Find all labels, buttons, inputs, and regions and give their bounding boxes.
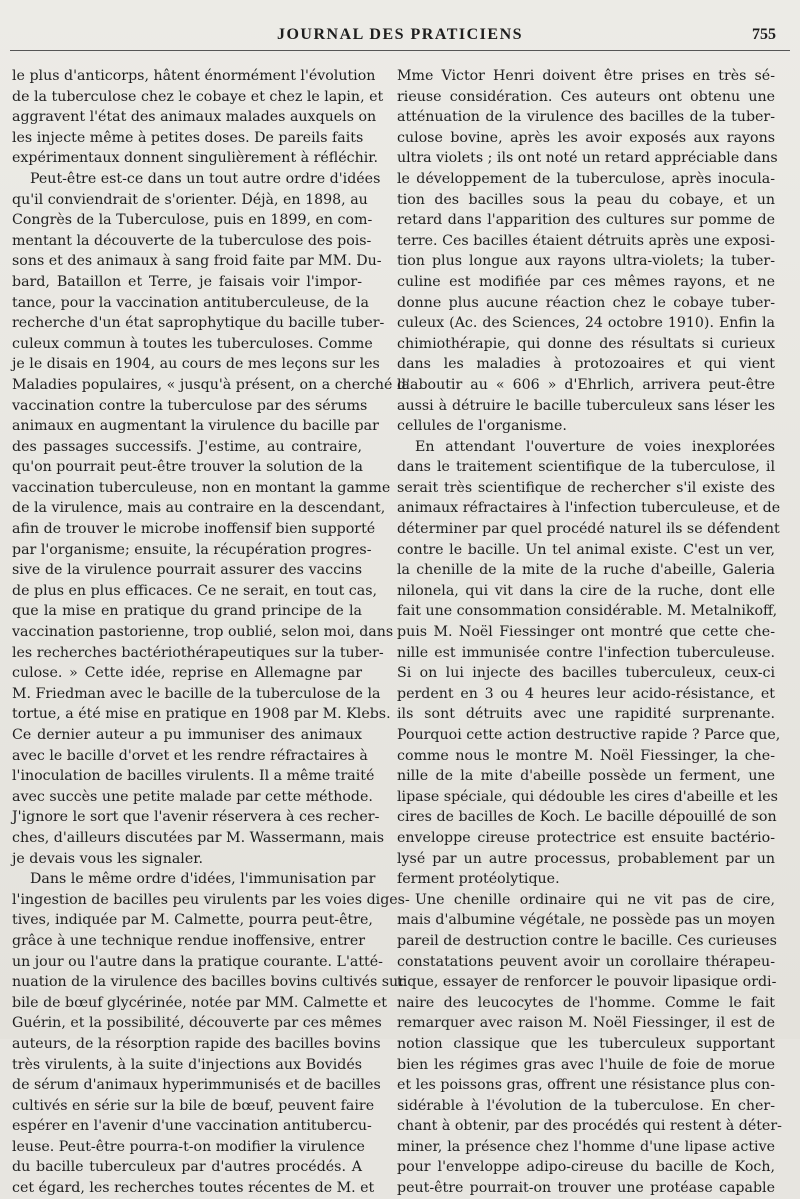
text-line: Une chenille ordinaire qui ne vit pas de cire,: [415, 891, 775, 908]
text-line: nuation de la virulence des bacilles bovins cultivés sur: [12, 974, 405, 991]
text-line: sidérable à l'évolution de la tuberculose. En cher-: [397, 1097, 775, 1114]
text-line: cultivés en série sur la bile de bœuf, peuvent faire: [12, 1097, 375, 1114]
text-line: donne plus aucune réaction chez le cobaye tuber-: [397, 294, 775, 311]
text-line: atténuation de la virulence des bacilles de la tuber-: [397, 109, 775, 126]
text-line: ultra violets ; ils ont noté un retard appréciable dans: [397, 150, 778, 167]
text-line: expérimentaux donnent singulièrement à réfléchir.: [12, 150, 379, 167]
text-line: Pourquoi cette action destructive rapide ? Parce que,: [397, 727, 781, 743]
text-line: culeux (Ac. des Sciences, 24 octobre 1910). Enfin la: [397, 315, 775, 332]
text-line: puis M. Noël Fiessinger ont montré que cette che-: [397, 624, 775, 641]
text-line: de plus en plus efficaces. Ce ne serait, en tout cas,: [12, 582, 377, 599]
text-line: et les poissons gras, offrent une résistance plus con-: [397, 1077, 775, 1094]
text-line: miner, la présence chez l'homme d'une lipase active: [397, 1138, 775, 1155]
text-line: lipase spéciale, qui dédouble les cires d'abeille et les: [397, 788, 778, 805]
text-line: vaccination tuberculeuse, non en montant la gamme: [12, 479, 391, 496]
text-line: grâce à une technique rendue inoffensive, entrer: [12, 932, 366, 949]
text-line: du bacille tuberculeux par d'autres procédés. A: [12, 1159, 362, 1176]
text-line: recherche d'un état saprophytique du bacille tuber-: [12, 315, 385, 332]
text-line: de la tuberculose chez le cobaye et chez le lapin, et: [12, 88, 384, 105]
text-line: avec le bacille d'orvet et les rendre réfractaires à: [12, 747, 368, 764]
text-line: tion des bacilles sous la peau du cobaye, et un: [397, 191, 775, 208]
text-line: ches, d'ailleurs discutées par M. Wassermann, mais: [12, 829, 385, 846]
text-line: cellules de l'organisme.: [397, 418, 567, 435]
text-line: dans les maladies à protozoaires et qui vient: [397, 356, 775, 373]
text-line: de sérum d'animaux hyperimmunisés et de bacilles: [12, 1077, 381, 1094]
text-line: tique, essayer de renforcer le pouvoir lipasique ordi-: [397, 974, 777, 991]
text-line: nille de la mite d'abeille possède un ferment, une: [397, 768, 775, 785]
text-line: sive de la virulence pourrait assurer des vaccins: [12, 562, 362, 579]
text-line: mentant la découverte de la tuberculose des pois-: [12, 232, 372, 249]
text-line: bien les régimes gras avec l'huile de foie de morue: [397, 1056, 775, 1073]
text-line: culose bovine, après les avoir exposés aux rayons: [397, 129, 775, 146]
running-title: JOURNAL DES PRATICIENS: [276, 26, 524, 43]
text-line: remarquer avec raison M. Noël Fiessinger, il est de: [397, 1015, 775, 1032]
text-line: aggravent l'état des animaux malades auxquels on: [12, 109, 377, 126]
text-line: l'ingestion de bacilles peu virulents par les voies diges-: [12, 891, 410, 908]
text-line: retard dans l'apparition des cultures sur pomme de: [397, 212, 775, 229]
text-line: naire des leucocytes de l'homme. Comme le fait: [397, 994, 775, 1011]
text-line: Congrès de la Tuberculose, puis en 1899, en com-: [12, 212, 373, 229]
text-line: que la mise en pratique du grand principe de la: [12, 603, 362, 620]
text-line: pareil de destruction contre le bacille. Ces curieuses: [397, 932, 777, 949]
text-line: ils sont détruits avec une rapidité surprenante.: [397, 706, 775, 723]
text-line: ferment protéolytique.: [397, 871, 560, 888]
text-line: peut-être pourrait-on trouver une protéase capable: [397, 1180, 775, 1197]
header-rule: [10, 50, 790, 51]
text-line: je devais vous les signaler.: [12, 850, 203, 867]
text-line: nille est immunisée contre l'infection tuberculeuse.: [397, 644, 775, 661]
text-line: enveloppe cireuse protectrice est ensuite bactério-: [397, 829, 775, 846]
text-line: contre le bacille. Un tel animal existe. C'est un ver,: [397, 541, 775, 558]
text-line: Peut-être est-ce dans un tout autre ordre d'idées: [30, 170, 381, 187]
text-line: terre. Ces bacilles étaient détruits après une exposi-: [397, 232, 775, 249]
text-line: la chenille de la mite de la ruche d'abeille, Galeria: [397, 562, 775, 579]
text-line: aussi à détruire le bacille tuberculeux sans léser les: [397, 397, 775, 414]
text-line: animaux en augmentant la virulence du bacille par: [12, 418, 379, 435]
text-line: bile de bœuf glycérinée, notée par MM. Calmette et: [12, 994, 387, 1011]
text-line: animaux réfractaires à l'infection tuberculeuse, et de: [397, 500, 781, 517]
text-line: Si on lui injecte des bacilles tuberculeux, ceux-ci: [397, 665, 775, 682]
text-line: afin de trouver le microbe inoffensif bien supporté: [12, 521, 376, 538]
text-line: les recherches bactériothérapeutiques sur la tuber-: [12, 644, 384, 661]
text-line: espérer en l'avenir d'une vaccination antitubercu-: [12, 1118, 372, 1135]
text-line: un jour ou l'autre dans la pratique courante. L'atté-: [12, 953, 383, 970]
text-line: très virulents, à la suite d'injections aux Bovidés: [12, 1056, 362, 1073]
text-line: tion plus longue aux rayons ultra-violets; la tuber-: [397, 253, 775, 270]
text-line: Mme Victor Henri doivent être prises en très sé-: [397, 68, 775, 84]
text-line: d'aboutir au « 606 » d'Ehrlich, arrivera peut-être: [397, 376, 775, 393]
text-line: En attendant l'ouverture de voies inexplorées: [415, 438, 775, 455]
text-line: sons et des animaux à sang froid faite par MM. Du-: [12, 253, 382, 270]
text-line: serait très scientifique de rechercher s'il existe des: [397, 479, 775, 496]
text-line: comme nous le montre M. Noël Fiessinger, la che-: [397, 747, 775, 764]
text-line: cet égard, les recherches toutes récentes de M. et: [12, 1180, 375, 1197]
left-column: [12, 66, 410, 1199]
text-line: notion classique que les tuberculeux supportant: [397, 1035, 775, 1052]
text-line: pour l'enveloppe adipo-cireuse du bacille de Koch,: [397, 1159, 775, 1176]
text-line: culeux commun à toutes les tuberculoses. Comme: [12, 335, 373, 352]
text-line: le développement de la tuberculose, après inocula-: [397, 170, 775, 187]
text-line: leuse. Peut-être pourra-t-on modifier la virulence: [12, 1138, 365, 1155]
text-line: auteurs, de la résorption rapide des bacilles bovins: [12, 1035, 381, 1052]
text-line: constatations peuvent avoir un corollaire thérapeu-: [397, 953, 775, 970]
text-line: Maladies populaires, « jusqu'à présent, on a cherché la: [12, 376, 410, 393]
text-line: tortue, a été mise en pratique en 1908 par M. Klebs.: [12, 706, 391, 723]
text-line: fait une consommation considérable. M. Metalnikoff,: [397, 603, 778, 620]
text-line: je le disais en 1904, au cours de mes leçons sur les: [12, 356, 380, 373]
text-line: avec succès une petite malade par cette méthode.: [12, 788, 373, 805]
text-line: qu'on pourrait peut-être trouver la solution de la: [12, 459, 364, 476]
text-line: perdent en 3 ou 4 heures leur acido-résistance, et: [397, 685, 775, 702]
text-line: tance, pour la vaccination antituberculeuse, de la: [12, 294, 369, 311]
text-line: mais d'albumine végétale, ne possède pas un moyen: [397, 912, 775, 929]
text-line: déterminer par quel procédé naturel ils se défendent: [397, 521, 780, 538]
text-line: M. Friedman avec le bacille de la tuberculose de la: [12, 685, 381, 702]
text-line: chimiothérapie, qui donne des résultats si curieux: [397, 335, 775, 352]
text-line: Dans le même ordre d'idées, l'immunisation par: [30, 871, 376, 888]
text-line: par l'organisme; ensuite, la récupération progres-: [12, 541, 372, 558]
text-line: Guérin, et la possibilité, découverte par ces mêmes: [12, 1015, 382, 1032]
text-line: bard, Bataillon et Terre, je faisais voir l'impor-: [12, 273, 362, 290]
text-line: qu'il conviendrait de s'orienter. Déjà, en 1898, au: [12, 191, 368, 208]
text-line: culose. » Cette idée, reprise en Allemagne par: [12, 665, 362, 682]
text-line: rieuse considération. Ces auteurs ont obtenu une: [397, 88, 775, 105]
text-line: vaccination pastorienne, trop oublié, selon moi, dans: [12, 624, 394, 641]
page-number: 755: [752, 26, 776, 43]
text-line: Ce dernier auteur a pu immuniser des animaux: [12, 727, 362, 743]
text-line: dans le traitement scientifique de la tuberculose, il: [397, 459, 775, 476]
right-column: [397, 66, 782, 1199]
text-line: des passages successifs. J'estime, au contraire,: [12, 438, 362, 455]
text-line: cires de bacilles de Koch. Le bacille dépouillé de son: [397, 809, 777, 826]
text-line: de la virulence, mais au contraire en la descendant,: [12, 500, 386, 517]
text-line: vaccination contre la tuberculose par des sérums: [12, 397, 368, 414]
text-line: le plus d'anticorps, hâtent énormément l'évolution: [12, 68, 376, 84]
text-line: l'inoculation de bacilles virulents. Il a même traité: [12, 768, 375, 785]
text-line: les injecte même à petites doses. De pareils faits: [12, 129, 364, 146]
text-line: lysé par un autre processus, probablement par un: [397, 850, 775, 867]
text-line: chant à obtenir, par des procédés qui restent à déter-: [397, 1118, 782, 1135]
text-line: culine est modifiée par ces mêmes rayons, et ne: [397, 273, 775, 290]
text-line: nilonela, qui vit dans la cire de la ruche, dont elle: [397, 582, 775, 599]
text-line: J'ignore le sort que l'avenir réservera à ces recher-: [12, 809, 380, 826]
page-header: [0, 26, 800, 48]
text-line: tives, indiquée par M. Calmette, pourra peut-être,: [12, 912, 373, 929]
